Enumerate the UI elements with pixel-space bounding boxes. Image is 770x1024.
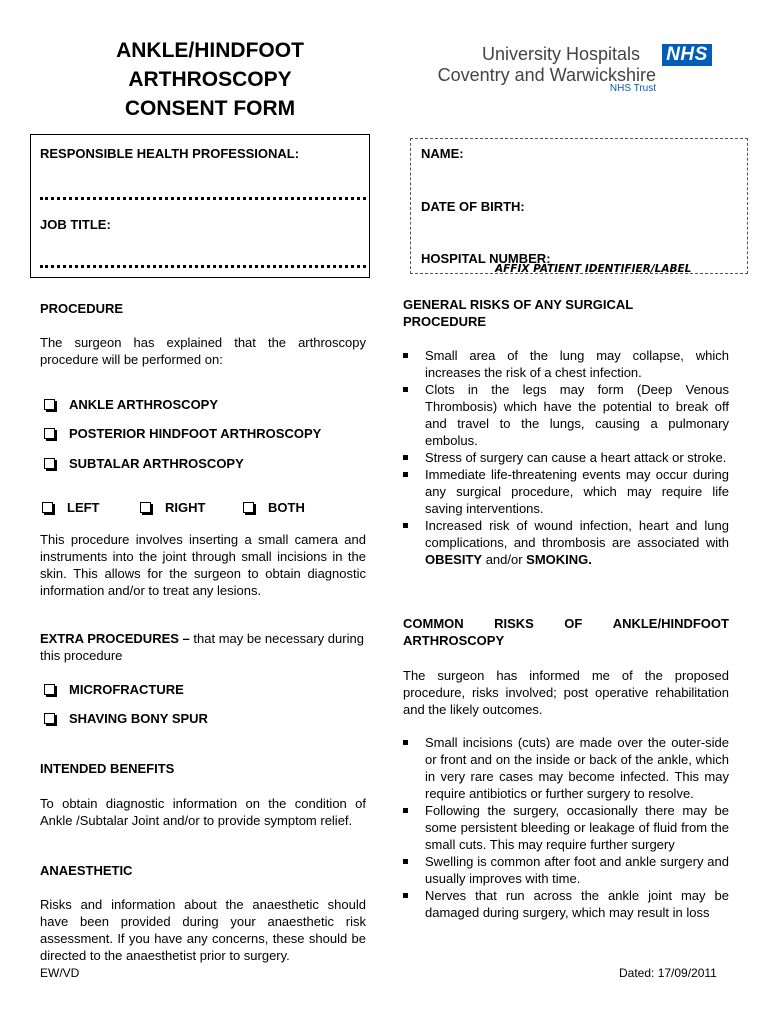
footer-date: Dated: 17/09/2011 [619, 966, 717, 980]
option-posterior-hindfoot[interactable] [44, 426, 321, 441]
checkbox-icon[interactable] [243, 502, 254, 513]
footer-author-code: EW/VD [40, 966, 80, 980]
extra-heading-suffix: that may be necessary during this procedure [40, 631, 364, 663]
common-heading-word: COMMON [403, 616, 464, 631]
benefits-text: To obtain diagnostic information on the condition of Ankle /Subtalar Joint and/or to provide symptom relief. [40, 796, 366, 828]
option-label: SHAVING BONY SPUR [69, 711, 208, 726]
common-risks-intro: The surgeon has informed me of the proposed procedure, risks involved; post operative rehabilitation and the likely outcomes. [403, 668, 729, 717]
common-heading-word: ANKLE/HINDFOOT [612, 616, 729, 631]
extra-heading-bold: EXTRA PROCEDURES – [40, 631, 190, 646]
common-risks-heading-line2: ARTHROSCOPY [403, 633, 505, 648]
checkbox-icon[interactable] [44, 399, 55, 410]
list-item: Small incisions (cuts) are made over the outer-side or front and on the inside or back of the ankle, which in very rare cases may become infected. This may require antibiotics or further surgery to resolve. [403, 734, 729, 802]
nhs-trust-logo [437, 44, 712, 98]
and-or-word: and/or [482, 552, 527, 567]
anaesthetic-heading: ANAESTHETIC [40, 863, 133, 878]
obesity-word: OBESITY [425, 552, 483, 567]
responsible-professional-label: RESPONSIBLE HEALTH PROFESSIONAL: [40, 146, 300, 161]
side-label: LEFT [67, 500, 100, 515]
checkbox-icon[interactable] [140, 502, 151, 513]
option-subtalar[interactable] [44, 456, 244, 471]
checkbox-icon[interactable] [42, 502, 53, 513]
anaesthetic-text: Risks and information about the anaesthetic should have been provided during your anaesthetic risk assessment. If you have any concerns, these should be directed to the anaesthetist prior to surgery. [40, 897, 366, 963]
logo-line-3: NHS Trust [609, 83, 656, 94]
list-item: Small area of the lung may collapse, which increases the risk of a chest infection. [403, 347, 729, 381]
side-label: RIGHT [165, 500, 206, 515]
responsible-professional-field[interactable] [40, 197, 366, 200]
nhs-badge: NHS [662, 44, 712, 66]
option-label: POSTERIOR HINDFOOT ARTHROSCOPY [69, 426, 322, 441]
procedure-intro: The surgeon has explained that the arthroscopy procedure will be performed on: [40, 335, 366, 367]
dob-label: DATE OF BIRTH: [421, 199, 525, 214]
title-line-1: ANKLE/HINDFOOT [116, 39, 304, 62]
patient-identifier-box [410, 138, 748, 274]
side-right[interactable] [140, 500, 205, 515]
list-item: Stress of surgery can cause a heart attack or stroke. [403, 449, 729, 466]
option-microfracture[interactable] [44, 682, 184, 697]
title-line-3: CONSENT FORM [124, 97, 296, 120]
list-item: Clots in the legs may form (Deep Venous Thrombosis) which have the potential to break off and travel to the lungs, causing a pulmonary embolus. [403, 381, 729, 449]
job-title-field[interactable] [40, 265, 366, 268]
job-title-label: JOB TITLE: [40, 217, 111, 232]
name-label: NAME: [421, 146, 464, 161]
side-both[interactable] [243, 500, 305, 515]
list-item-obesity [403, 517, 729, 568]
form-title [60, 36, 360, 123]
general-risks-heading: GENERAL RISKS OF ANY SURGICAL PROCEDURE [403, 297, 633, 329]
professional-box [30, 134, 370, 278]
side-left[interactable] [42, 500, 100, 515]
checkbox-icon[interactable] [44, 428, 55, 439]
list-item: Following the surgery, occasionally there may be some persistent bleeding or leakage of fluid from the small cuts. This may require further surgery [403, 802, 729, 853]
common-risks-list [403, 734, 729, 921]
smoking-word: SMOKING. [526, 552, 592, 567]
general-risks-list [403, 347, 729, 568]
side-label: BOTH [268, 500, 305, 515]
list-item: Immediate life-threatening events may occur during any surgical procedure, which may require life saving interventions. [403, 466, 729, 517]
extra-procedures-heading [40, 630, 366, 664]
benefits-heading: INTENDED BENEFITS [40, 761, 175, 776]
common-heading-word: RISKS [494, 616, 534, 631]
option-label: SUBTALAR ARTHROSCOPY [69, 456, 244, 471]
checkbox-icon[interactable] [44, 684, 55, 695]
procedure-description: This procedure involves inserting a small camera and instruments into the joint through small incisions in the skin. This allows for the surgeon to obtain diagnostic information and/or to treat any lesions. [40, 532, 366, 598]
affix-label-hint: AFFIX PATIENT IDENTIFIER/LABEL [495, 263, 692, 275]
list-item: Nerves that run across the ankle joint may be damaged during surgery, which may result in loss [403, 887, 729, 921]
option-ankle-arthroscopy[interactable] [44, 397, 218, 412]
checkbox-icon[interactable] [44, 458, 55, 469]
hospital-number-label: HOSPITAL NUMBER: [421, 251, 551, 266]
obesity-risk-text: Increased risk of wound infection, heart and lung complications, and thrombosis are associated with [425, 518, 729, 550]
logo-line-2: Coventry and Warwickshire [437, 65, 656, 85]
option-shaving-bony-spur[interactable] [44, 711, 208, 726]
checkbox-icon[interactable] [44, 713, 55, 724]
logo-line-1: University Hospitals [481, 44, 640, 64]
title-line-2: ARTHROSCOPY [128, 68, 292, 91]
common-heading-word: OF [564, 616, 583, 631]
option-label: MICROFRACTURE [69, 682, 184, 697]
list-item: Swelling is common after foot and ankle surgery and usually improves with time. [403, 853, 729, 887]
option-label: ANKLE ARTHROSCOPY [69, 397, 219, 412]
common-risks-heading [403, 616, 729, 631]
procedure-heading: PROCEDURE [40, 301, 124, 316]
